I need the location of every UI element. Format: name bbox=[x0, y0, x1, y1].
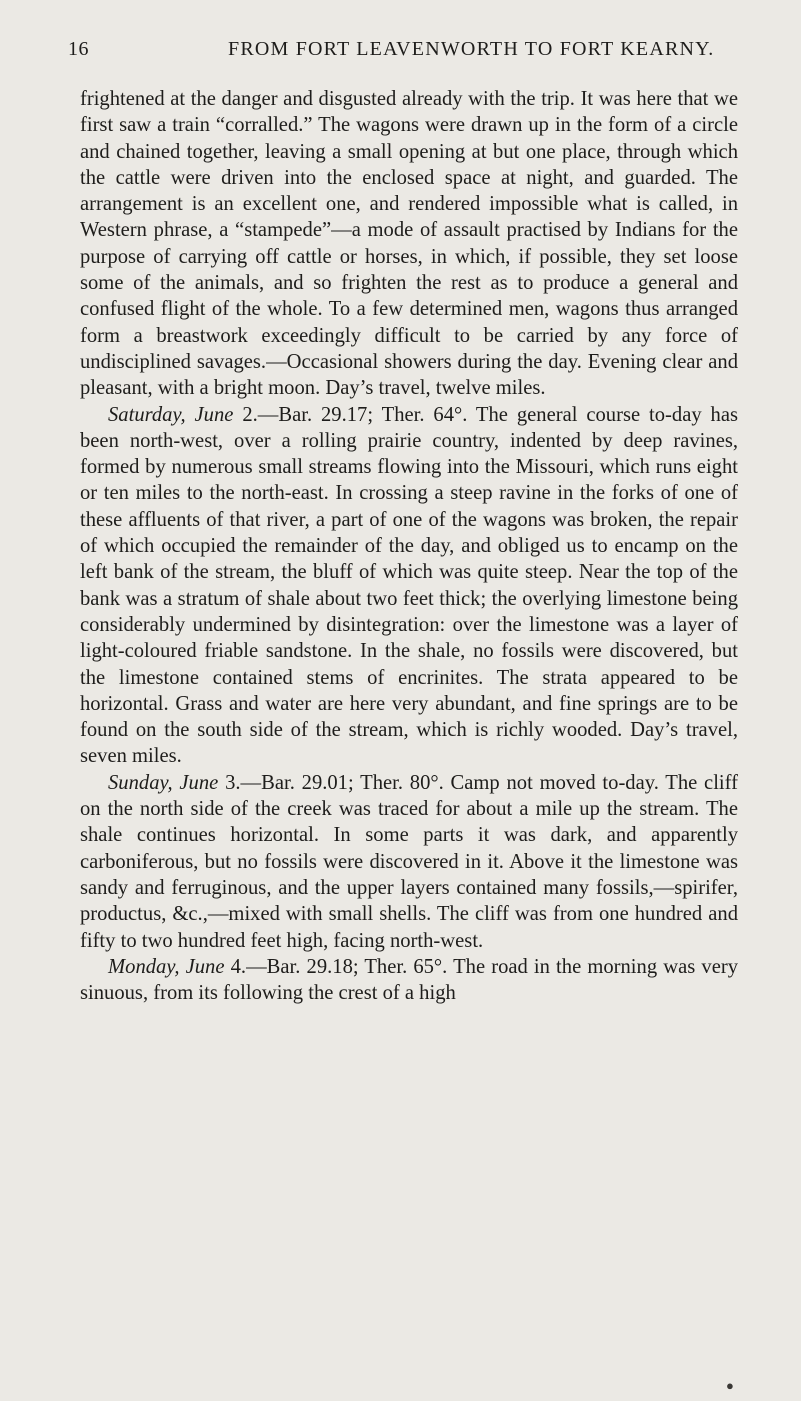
paragraph-text: 3.—Bar. 29.01; Ther. 80°. Camp not moved to-day. The cliff on the north side of the creek was traced for about a mile up the stream. The shale continues horizontal. In some parts it was dark, and apparently carboniferous, but no fossils were discovered in it. Above it the limestone was sandy and ferruginous, and the upper layers contained many fossils,—spirifer, productus, &c.,—mixed with small shells. The cliff was from one hundred and fifty to two hundred feet high, facing north-west. bbox=[80, 771, 738, 952]
paragraph-text: frightened at the danger and disgusted already with the trip. It was here that we first saw a train “corralled.” The wagons were drawn up in the form of a circle and chained together, leaving a small opening at but one place, through which the cattle were driven into the enclosed space at night, and guarded. The arrangement is an excellent one, and rendered impossible what is called, in Western phrase, a “stampede”—a mode of assault practised by Indians for the purpose of carrying off cattle or horses, in which, if possible, they set loose some of the animals, and so frighten the rest as to produce a general and confused flight of the whole. To a few determined men, wagons thus arranged form a breastwork exceedingly difficult to be carried by any force of undisciplined savages.—Occasional showers during the day. Evening clear and pleasant, with a bright moon. Day’s travel, twelve miles. bbox=[80, 88, 738, 400]
page-number: 16 bbox=[68, 38, 89, 60]
paragraph-text: 2.—Bar. 29.17; Ther. 64°. The general course to-day has been north-west, over a rolling prairie country, indented by deep ravines, formed by numerous small streams flowing into the Missouri, which runs eight or ten miles to the north-east. In crossing a steep ravine in the forks of one of these affluents of that river, a part of one of the wagons was broken, the repair of which occupied the remainder of the day, and obliged us to encamp on the left bank of the stream, the bluff of which was quite steep. Near the top of the bank was a stratum of shale about two feet thick; the overlying limestone being considerably undermined by disintegration: over the limestone was a layer of light-coloured friable sandstone. In the shale, no fossils were discovered, but the limestone contained stems of encrinites. The strata appeared to be horizontal. Grass and water are here very abundant, and fine springs are to be found on the south side of the stream, which is richly wooded. Day’s travel, seven miles. bbox=[80, 403, 738, 768]
paragraph bbox=[80, 402, 738, 770]
ink-speck-mark: ● bbox=[726, 1378, 734, 1393]
running-head bbox=[68, 38, 738, 62]
paragraph bbox=[80, 954, 738, 1007]
paragraph bbox=[80, 770, 738, 954]
running-title: FROM FORT LEAVENWORTH TO FORT KEARNY. bbox=[228, 38, 715, 60]
entry-date: Monday, June bbox=[108, 955, 225, 978]
paragraph bbox=[80, 86, 738, 402]
entry-date: Sunday, June bbox=[108, 771, 219, 794]
paragraph-text: 4.—Bar. 29.18; Ther. 65°. The road in the morning was very sinuous, from its following the crest of a high bbox=[80, 955, 738, 1005]
body-text bbox=[80, 86, 738, 1006]
entry-date: Saturday, June bbox=[108, 403, 234, 426]
